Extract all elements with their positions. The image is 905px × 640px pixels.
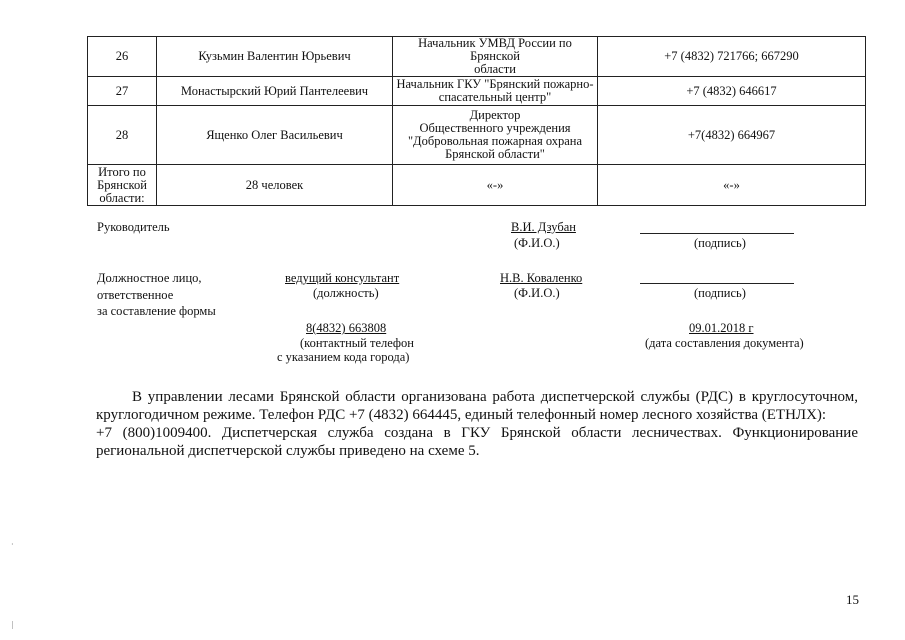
head-sign-caption: (подпись) — [694, 236, 746, 250]
position-caption: (должность) — [313, 286, 379, 300]
resp-fio: Н.В. Коваленко — [500, 271, 583, 285]
head-signature-line — [640, 233, 794, 234]
total-label: Итого по Брянской области: — [88, 165, 157, 206]
scan-dot: · — [11, 540, 14, 549]
person-phone: +7(4832) 664967 — [598, 106, 866, 165]
date-caption: (дата составления документа) — [645, 336, 804, 350]
total-position: «-» — [393, 165, 598, 206]
scan-mark: | — [12, 620, 14, 629]
head-fio-caption: (Ф.И.О.) — [514, 236, 560, 250]
resp-label-line2: ответственное — [97, 288, 174, 302]
dispatch-service-paragraph — [96, 388, 858, 460]
document-date: 09.01.2018 г — [689, 321, 754, 335]
person-phone: +7 (4832) 646617 — [598, 77, 866, 106]
resp-label-line1: Должностное лицо, — [97, 271, 202, 285]
head-label: Руководитель — [97, 220, 170, 234]
resp-label-line3: за составление формы — [97, 304, 216, 318]
resp-signature-line — [640, 283, 794, 284]
total-row — [88, 165, 866, 206]
row-number: 27 — [88, 77, 157, 106]
person-phone: +7 (4832) 721766; 667290 — [598, 37, 866, 77]
contact-phone: 8(4832) 663808 — [306, 321, 387, 335]
paragraph-text-2: +7 (800)1009400. Диспетчерская служба создана в ГКУ Брянской области лесничествах. Функционирование региональной диспетчерской службы приведено на схеме 5. — [96, 425, 858, 459]
person-position: Начальник ГКУ "Брянский пожарно- спасательный центр" — [393, 77, 598, 106]
person-position: Начальник УМВД России по Брянской области — [393, 37, 598, 77]
person-name: Кузьмин Валентин Юрьевич — [157, 37, 393, 77]
phone-caption-line1: (контактный телефон — [300, 336, 414, 350]
person-name: Монастырский Юрий Пантелеевич — [157, 77, 393, 106]
resp-fio-caption: (Ф.И.О.) — [514, 286, 560, 300]
person-position: Директор Общественного учреждения "Добровольная пожарная охрана Брянской области" — [393, 106, 598, 165]
resp-position: ведущий консультант — [285, 271, 400, 285]
table-row — [88, 37, 866, 77]
table-row — [88, 77, 866, 106]
responsible-persons-table — [87, 36, 866, 206]
person-name: Ященко Олег Васильевич — [157, 106, 393, 165]
resp-sign-caption: (подпись) — [694, 286, 746, 300]
paragraph-text-1: В управлении лесами Брянской области организована работа диспетчерской службы (РДС) в круглосуточном, круглогодичном режиме. Телефон РДС +7 (4832) 664445, единый телефонный номер лесного хозяйства (ЕТНЛХ): — [96, 389, 858, 423]
total-phone: «-» — [598, 165, 866, 206]
row-number: 28 — [88, 106, 157, 165]
head-fio: В.И. Дзубан — [511, 220, 576, 234]
table-row — [88, 106, 866, 165]
page-number: 15 — [846, 592, 859, 607]
total-count: 28 человек — [157, 165, 393, 206]
phone-caption-line2: с указанием кода города) — [277, 350, 410, 364]
row-number: 26 — [88, 37, 157, 77]
